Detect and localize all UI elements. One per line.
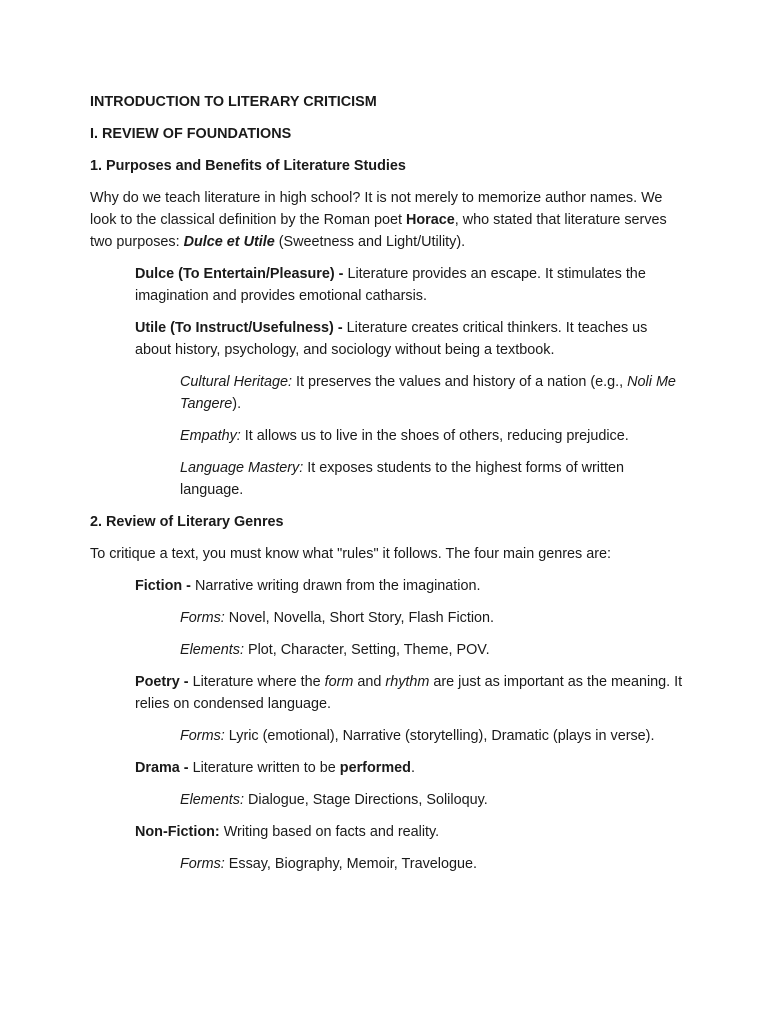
drama-paragraph: Drama - Literature written to be performed. (135, 760, 415, 776)
fiction-forms-item: Forms: Novel, Novella, Short Story, Flash Fiction. (180, 610, 495, 626)
poetry-paragraph: Poetry - Literature where the form and rhythm are just as important as the meaning. It relies on condensed language. (135, 674, 683, 712)
fiction-paragraph: Fiction - Narrative writing drawn from the imagination. (135, 578, 481, 594)
subsection-heading: 1. Purposes and Benefits of Literature Studies (90, 158, 406, 174)
document-title: INTRODUCTION TO LITERARY CRITICISM (90, 94, 377, 110)
drama-elements-item: Elements: Dialogue, Stage Directions, Soliloquy. (180, 792, 488, 808)
fiction-elements-item: Elements: Plot, Character, Setting, Theme, POV. (180, 642, 490, 658)
section-heading: I. REVIEW OF FOUNDATIONS (90, 126, 292, 142)
poetry-forms-item: Forms: Lyric (emotional), Narrative (storytelling), Dramatic (plays in verse). (180, 728, 655, 744)
genres-intro-paragraph: To critique a text, you must know what "rules" it follows. The four main genres are: (90, 546, 612, 562)
nonfiction-paragraph: Non-Fiction: Writing based on facts and reality. (135, 824, 440, 840)
intro-paragraph: Why do we teach literature in high school? It is not merely to memorize author names. We look to the classical definition by the Roman poet Horace, who stated that literature serves two purposes: Dulce et Utile (Sweetness and Light/Utility). (90, 190, 667, 250)
dulce-paragraph: Dulce (To Entertain/Pleasure) - Literature provides an escape. It stimulates the imagination and provides emotional catharsis. (135, 266, 646, 304)
cultural-heritage-item: Cultural Heritage: It preserves the values and history of a nation (e.g., Noli Me Tangere). (180, 374, 676, 412)
language-mastery-item: Language Mastery: It exposes students to the highest forms of written language. (180, 460, 624, 498)
empathy-item: Empathy: It allows us to live in the shoes of others, reducing prejudice. (180, 428, 629, 444)
utile-paragraph: Utile (To Instruct/Usefulness) - Literature creates critical thinkers. It teaches us about history, psychology, and sociology without being a textbook. (135, 320, 648, 358)
subsection-heading: 2. Review of Literary Genres (90, 514, 284, 530)
nonfiction-forms-item: Forms: Essay, Biography, Memoir, Travelogue. (180, 856, 477, 872)
document-page (90, 91, 685, 885)
